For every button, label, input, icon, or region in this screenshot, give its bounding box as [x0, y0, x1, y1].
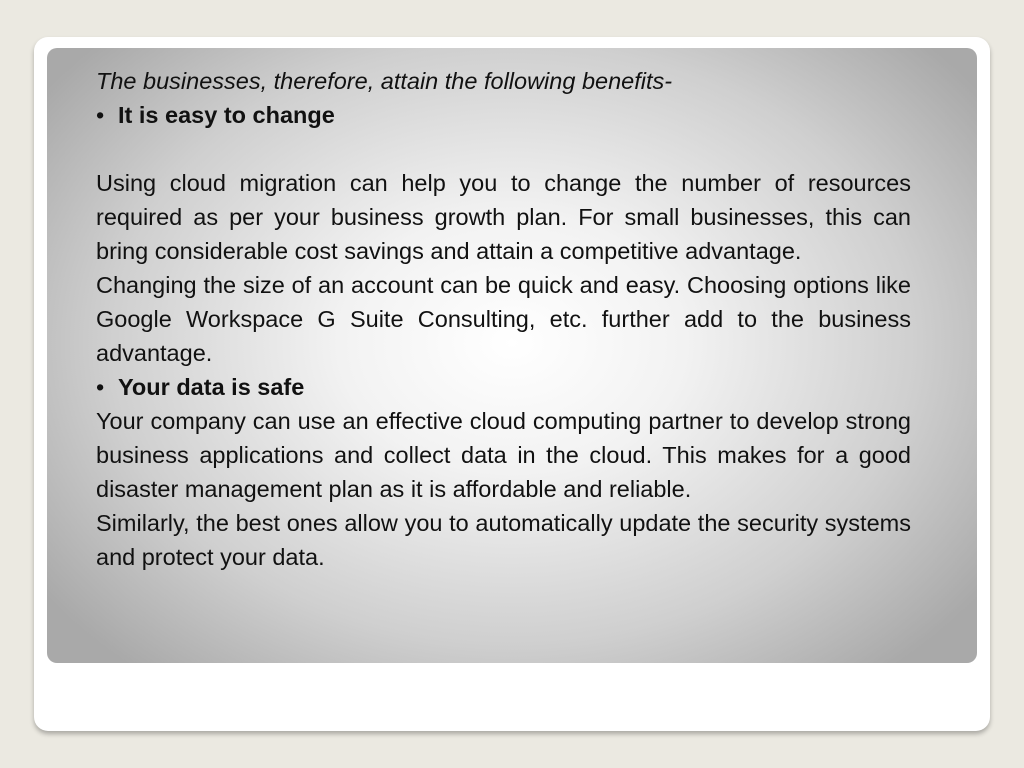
bullet-heading-label: It is easy to change [118, 102, 335, 128]
paragraph-cloud-partner: Your company can use an effective cloud computing partner to develop strong business applications and collect data in the cloud. This makes for a good disaster management plan as it is affordable and reliable. [96, 408, 911, 502]
bullet-heading-easy-to-change [96, 98, 911, 132]
bullet-dot-icon: • [96, 102, 105, 128]
bullet-dot-icon: • [96, 374, 105, 400]
paragraph-cloud-migration: Using cloud migration can help you to change the number of resources required as per your business growth plan. For small businesses, this can bring considerable cost savings and attain a competitive advantage. [96, 170, 911, 264]
paragraph-security-updates: Similarly, the best ones allow you to automatically update the security systems and protect your data. [96, 510, 911, 570]
blank-line [96, 132, 911, 166]
intro-line: The businesses, therefore, attain the following benefits- [96, 68, 673, 94]
bullet-heading-label: Your data is safe [118, 374, 305, 400]
slide-text-body [96, 64, 911, 574]
paragraph-account-size: Changing the size of an account can be quick and easy. Choosing options like Google Workspace G Suite Consulting, etc. further add to the business advantage. [96, 272, 911, 366]
bullet-heading-data-safe [96, 370, 911, 404]
